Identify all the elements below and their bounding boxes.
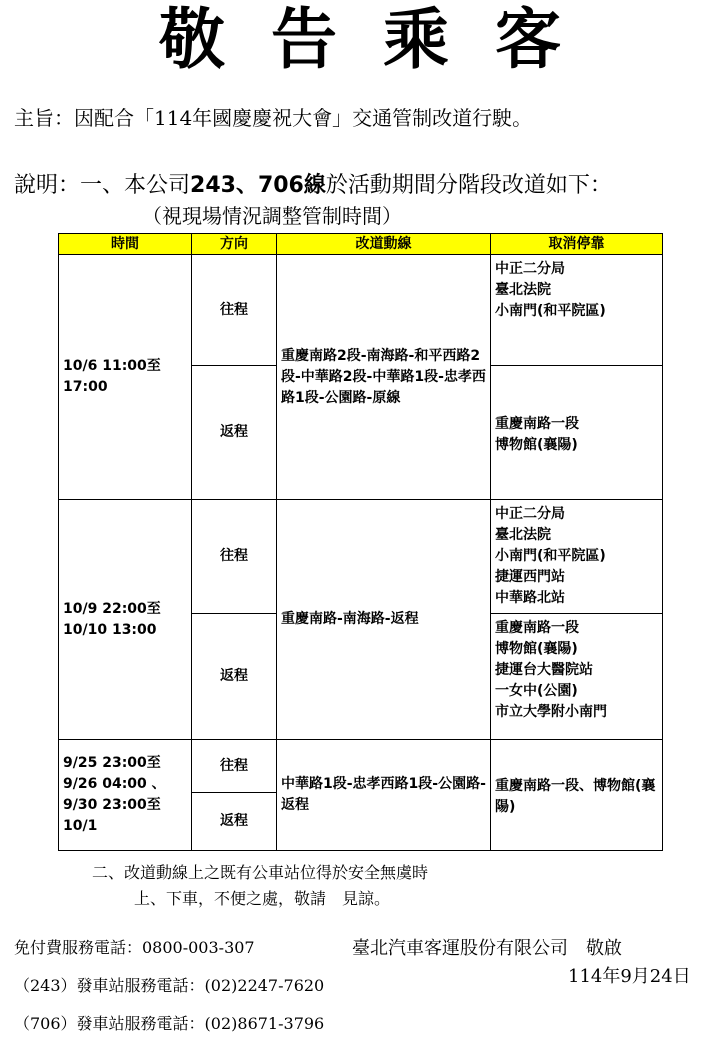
route-cell: 重慶南路2段-南海路-和平西路2段-中華路2段-中華路1段-忠孝西路1段-公園路-原線 bbox=[277, 255, 491, 500]
stop-item: 中華路北站 bbox=[495, 590, 565, 606]
header-time: 時間 bbox=[59, 234, 192, 255]
stop-item: 中正二分局 bbox=[495, 506, 565, 522]
stop-item: 捷運西門站 bbox=[495, 569, 565, 585]
stop-item: 中正二分局 bbox=[495, 261, 565, 277]
stops-cell bbox=[491, 614, 663, 740]
header-cancelled-stops: 取消停靠 bbox=[491, 234, 663, 255]
stop-item: 博物館(襄陽) bbox=[495, 436, 578, 453]
route-cell: 中華路1段-忠孝西路1段-公園路-返程 bbox=[277, 740, 491, 851]
table-row bbox=[59, 255, 663, 366]
notice-date: 114年9月24日 bbox=[568, 966, 691, 987]
stop-item: 一女中(公園) bbox=[495, 683, 578, 699]
explanation-prefix: 說明：一、本公司 bbox=[14, 173, 191, 198]
note-line-2: 上、下車，不便之處，敬請 見諒。 bbox=[134, 889, 391, 908]
table-header-row bbox=[59, 234, 663, 255]
explanation-line bbox=[14, 171, 612, 201]
stops-cell: 重慶南路一段、博物館(襄陽) bbox=[491, 740, 663, 851]
table-row bbox=[59, 740, 663, 793]
stop-item: 臺北法院 bbox=[495, 282, 551, 298]
direction-cell: 返程 bbox=[192, 793, 277, 851]
explanation-subnote: （視現場情況調整管制時間） bbox=[142, 204, 402, 228]
note-line-1: 二、改道動線上之既有公車站位得於安全無虞時 bbox=[92, 863, 429, 882]
time-cell: 10/9 22:00至10/10 13:00 bbox=[59, 500, 192, 740]
route-cell: 重慶南路-南海路-返程 bbox=[277, 500, 491, 740]
stop-item: 博物館(襄陽) bbox=[495, 641, 578, 657]
time-cell: 10/6 11:00至17:00 bbox=[59, 255, 192, 500]
stop-item: 重慶南路一段 bbox=[495, 415, 579, 432]
detour-table bbox=[58, 233, 663, 851]
stops-cell bbox=[491, 255, 663, 366]
stop-item: 捷運台大醫院站 bbox=[495, 662, 593, 678]
direction-cell: 往程 bbox=[192, 255, 277, 366]
direction-cell: 往程 bbox=[192, 740, 277, 793]
direction-cell: 返程 bbox=[192, 366, 277, 500]
explanation-suffix: 於活動期間分階段改道如下： bbox=[325, 173, 612, 198]
stop-item: 重慶南路一段 bbox=[495, 620, 579, 636]
direction-cell: 往程 bbox=[192, 500, 277, 614]
stop-item: 臺北法院 bbox=[495, 527, 551, 543]
table-row bbox=[59, 500, 663, 614]
stop-item: 小南門(和平院區) bbox=[495, 303, 606, 319]
hotline-text: 免付費服務電話：0800-003-307 bbox=[14, 938, 255, 957]
stops-cell bbox=[491, 500, 663, 614]
page-title: 敬告乘客 bbox=[159, 0, 607, 78]
stops-cell bbox=[491, 366, 663, 500]
subject-line: 主旨：因配合「114年國慶慶祝大會」交通管制改道行駛。 bbox=[14, 106, 533, 130]
header-route: 改道動線 bbox=[277, 234, 491, 255]
direction-cell: 返程 bbox=[192, 614, 277, 740]
company-signature: 臺北汽車客運股份有限公司 敬啟 bbox=[352, 938, 622, 959]
bus-lines: 243、706線 bbox=[190, 173, 326, 198]
stop-item: 小南門(和平院區) bbox=[495, 548, 606, 564]
phone-706-text: （706）發車站服務電話：(02)8671-3796 bbox=[14, 1014, 325, 1033]
header-direction: 方向 bbox=[192, 234, 277, 255]
phone-243-text: （243）發車站服務電話：(02)2247-7620 bbox=[14, 976, 325, 995]
time-cell: 9/25 23:00至9/26 04:00 、 9/30 23:00至10/1 bbox=[59, 740, 192, 851]
stop-item: 市立大學附小南門 bbox=[495, 704, 607, 720]
